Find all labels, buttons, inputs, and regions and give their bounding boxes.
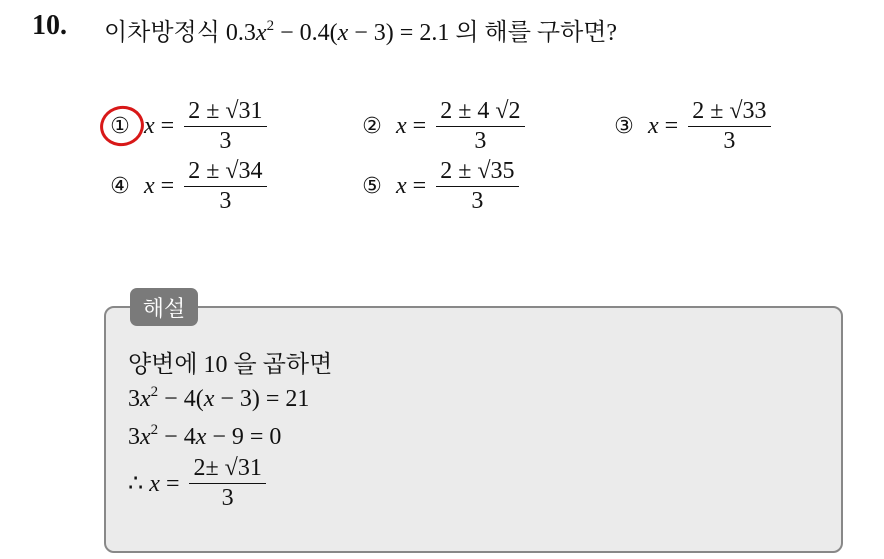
solution-line-1: 양변에 10 을 곱하면	[128, 352, 333, 378]
choice-numerator: 2 ± √34	[184, 157, 266, 187]
choice-denominator: 3	[474, 128, 487, 154]
choice-lhs	[144, 113, 174, 140]
choice-denominator: 3	[471, 188, 484, 214]
var-x: x	[140, 386, 151, 412]
question-inner-x: x	[337, 20, 349, 46]
choice-denominator: 3	[219, 128, 232, 154]
choice-fraction	[436, 97, 524, 155]
var-x: x	[149, 470, 160, 497]
choice-lhs	[648, 113, 678, 140]
term: − 3) = 21	[214, 386, 310, 412]
exponent: 2	[150, 384, 159, 400]
question-var-x: x	[255, 20, 267, 46]
equals: =	[159, 470, 180, 497]
choice-var: x	[396, 112, 407, 139]
var-x: x	[195, 424, 207, 450]
choice-numerator: 2 ± √35	[436, 157, 518, 187]
solution-numerator: 2± √31	[189, 454, 265, 484]
choice-4[interactable]	[106, 154, 267, 218]
choice-lhs	[396, 113, 426, 140]
choice-denominator: 3	[219, 188, 232, 214]
solution-fraction	[189, 454, 265, 512]
choice-fraction	[184, 97, 266, 155]
choice-numerator: 2 ± √33	[688, 97, 770, 127]
var-x: x	[140, 424, 151, 450]
therefore-symbol: ∴	[128, 470, 150, 497]
choice-eq: =	[154, 112, 175, 139]
choice-3[interactable]	[610, 94, 771, 158]
solution-line-4	[128, 454, 266, 512]
term: − 4(	[158, 386, 204, 412]
choice-lhs	[144, 173, 174, 200]
question-text	[104, 12, 617, 47]
choice-numerator: 2 ± 4 √2	[436, 97, 524, 127]
solution-lhs	[128, 469, 179, 498]
choice-denominator: 3	[723, 128, 736, 154]
choice-mark: ③	[614, 113, 634, 139]
choice-var: x	[144, 172, 155, 199]
var-x: x	[203, 386, 215, 412]
choice-eq: =	[154, 172, 175, 199]
choice-2[interactable]	[358, 94, 525, 158]
coef: 3	[128, 424, 140, 450]
question-prefix: 이차방정식 0.3	[104, 20, 256, 46]
question-exponent: 2	[266, 18, 275, 34]
choice-5[interactable]	[358, 154, 519, 218]
solution-line-2	[128, 384, 309, 413]
choice-var: x	[144, 112, 155, 139]
coef: 3	[128, 386, 140, 412]
solution-tab: 해설	[130, 288, 198, 326]
choice-eq: =	[658, 112, 679, 139]
choice-var: x	[648, 112, 659, 139]
choice-fraction	[688, 97, 770, 155]
choice-mark: ⑤	[362, 173, 382, 199]
choice-eq: =	[406, 172, 427, 199]
exponent: 2	[150, 422, 159, 438]
choice-fraction	[184, 157, 266, 215]
choice-var: x	[396, 172, 407, 199]
choice-mark: ②	[362, 113, 382, 139]
choice-numerator: 2 ± √31	[184, 97, 266, 127]
question-middle: − 0.4(	[274, 20, 338, 46]
term: − 9 = 0	[206, 424, 282, 450]
choice-fraction	[436, 157, 518, 215]
choice-mark: ①	[110, 113, 130, 139]
solution-line-3	[128, 422, 281, 451]
question-number: 10.	[32, 10, 67, 41]
question-suffix: − 3) = 2.1 의 해를 구하면?	[348, 20, 618, 46]
choice-lhs	[396, 173, 426, 200]
term: − 4	[158, 424, 196, 450]
solution-denominator: 3	[221, 485, 234, 511]
choice-eq: =	[406, 112, 427, 139]
choice-mark: ④	[110, 173, 130, 199]
